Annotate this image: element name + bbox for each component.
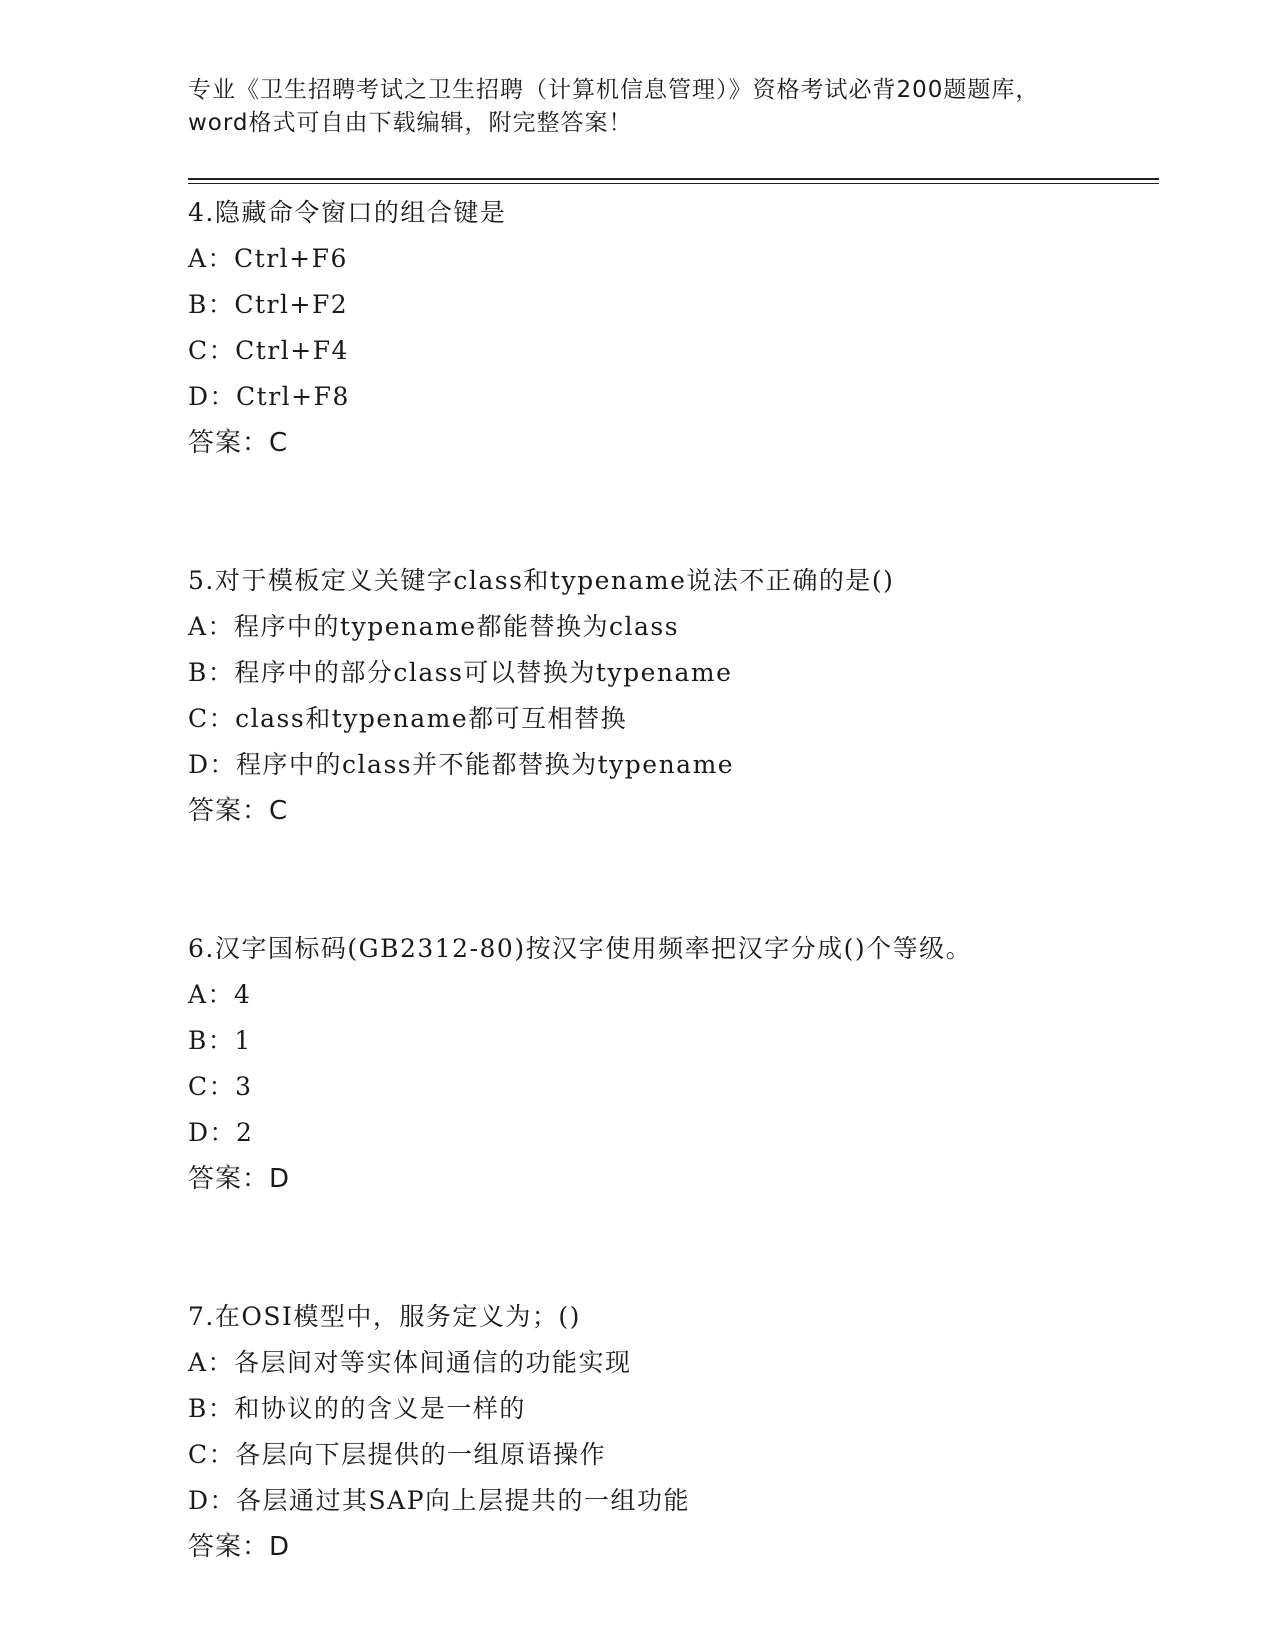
answer-line: 答案：D [188, 1532, 291, 1562]
answer-line: 答案：C [188, 796, 289, 826]
option-c: C：Ctrl+F4 [188, 336, 349, 365]
question-6 [188, 926, 1148, 1202]
option-d: D：Ctrl+F8 [188, 382, 350, 411]
question-4 [188, 190, 1148, 466]
option-c: C：各层向下层提供的一组原语操作 [188, 1440, 607, 1469]
answer-line: 答案：C [188, 428, 289, 458]
option-c: C：3 [188, 1072, 253, 1101]
option-b: B：Ctrl+F2 [188, 290, 349, 319]
option-a: A：各层间对等实体间通信的功能实现 [188, 1348, 632, 1377]
header-divider-thick [188, 178, 1159, 180]
option-d: D：各层通过其SAP向上层提共的一组功能 [188, 1486, 691, 1515]
header-line-2: word格式可自由下载编辑，附完整答案！ [188, 110, 633, 136]
header-line-1: 专业《卫生招聘考试之卫生招聘（计算机信息管理）》资格考试必背200题题库， [188, 77, 1040, 103]
option-b: B：程序中的部分class可以替换为typename [188, 658, 733, 687]
question-stem: 7.在OSI模型中，服务定义为；() [188, 1302, 581, 1331]
question-list [188, 190, 1148, 1570]
option-b: B：和协议的的含义是一样的 [188, 1394, 526, 1423]
option-d: D：程序中的class并不能都替换为typename [188, 750, 735, 779]
option-a: A：4 [188, 980, 252, 1009]
answer-line: 答案：D [188, 1164, 291, 1194]
question-5 [188, 558, 1148, 834]
option-b: B：1 [188, 1026, 252, 1055]
option-a: A：Ctrl+F6 [188, 244, 348, 273]
option-c: C：class和typename都可互相替换 [188, 704, 628, 733]
question-stem: 5.对于模板定义关键字class和typename说法不正确的是() [188, 566, 895, 595]
option-a: A：程序中的typename都能替换为class [188, 612, 680, 641]
option-d: D：2 [188, 1118, 254, 1147]
question-7 [188, 1294, 1148, 1570]
document-header [188, 74, 1088, 140]
question-stem: 4.隐藏命令窗口的组合键是 [188, 198, 507, 227]
header-divider-thin [188, 183, 1159, 184]
question-stem: 6.汉字国标码(GB2312-80)按汉字使用频率把汉字分成()个等级。 [188, 934, 973, 963]
